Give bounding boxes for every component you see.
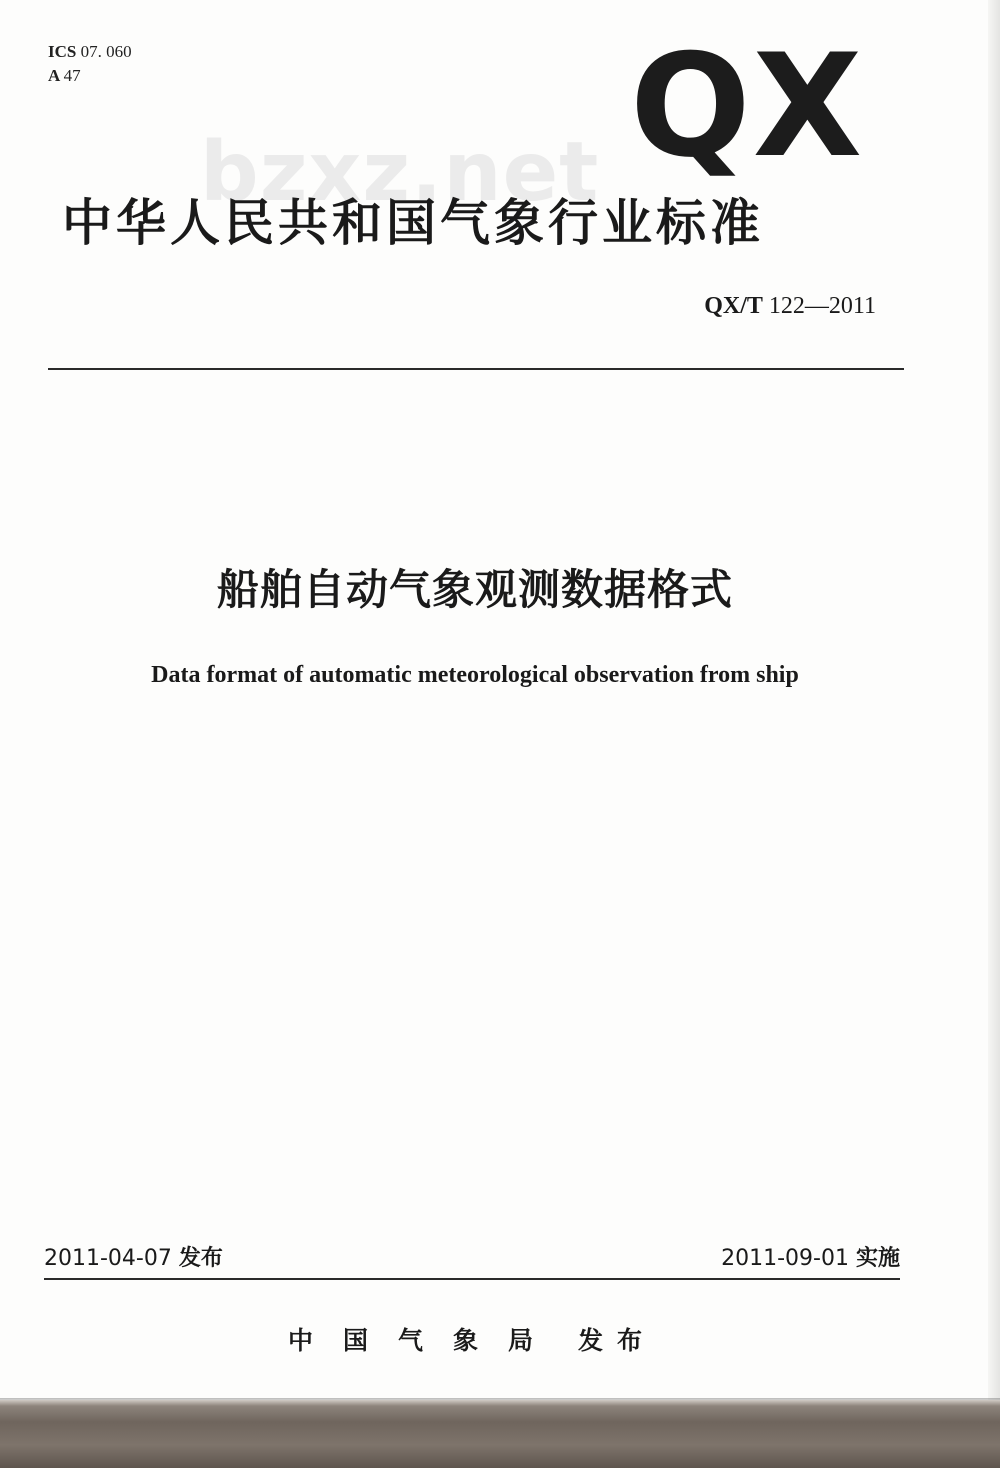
bottom-divider: [44, 1278, 900, 1280]
standard-number: [704, 292, 876, 320]
ics-code: 07. 060: [80, 42, 132, 61]
ics-label: ICS: [48, 42, 77, 61]
implement-date-label: 实施: [855, 1246, 900, 1271]
standard-code-prefix: QX/T: [704, 293, 763, 319]
qx-logo: QX: [630, 24, 865, 189]
issue-date-label: 发布: [178, 1246, 223, 1271]
industry-standard-heading: 中华人民共和国气象行业标准: [62, 194, 764, 252]
ccs-code: 47: [63, 66, 81, 85]
classification-codes: [48, 40, 132, 88]
ccs-code-line: [48, 64, 132, 88]
issue-date-value: 2011-04-07: [44, 1246, 172, 1271]
implement-date-value: 2011-09-01: [721, 1246, 849, 1271]
standard-code-number: 122—2011: [768, 293, 876, 319]
document-title-zh: 船舶自动气象观测数据格式: [216, 565, 733, 614]
top-divider: [48, 368, 904, 370]
page-edge: [988, 0, 1000, 1400]
ccs-label: A: [48, 66, 60, 85]
issue-date: [44, 1244, 223, 1274]
document-title-en: Data format of automatic meteorological observation from ship: [151, 662, 799, 688]
issuer-action: 发布: [578, 1326, 657, 1355]
issuer-name: 中国气象局: [288, 1326, 564, 1355]
desk-surface: [0, 1400, 1000, 1468]
ics-code-line: [48, 40, 132, 64]
watermark: bzxz.net: [200, 125, 600, 220]
implement-date: [721, 1244, 900, 1274]
